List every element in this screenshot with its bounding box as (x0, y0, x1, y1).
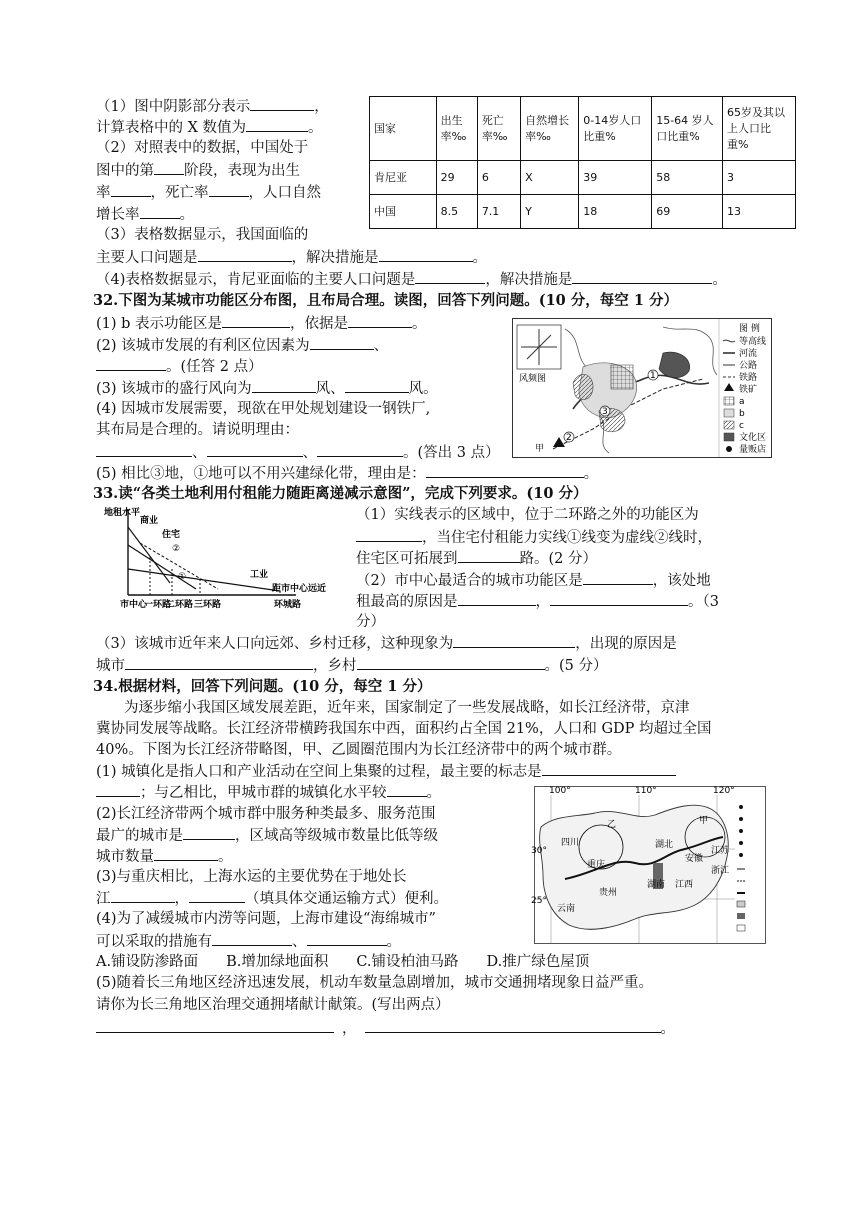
y-axis-label: 地租水平 (104, 508, 141, 518)
answer-blank[interactable] (365, 1018, 661, 1033)
legend-item: 公路 (739, 361, 758, 371)
q31-text: 增长率 (96, 207, 140, 223)
q33-line-2 (356, 527, 712, 548)
jia-label: 甲 (535, 444, 545, 454)
q33-line-6 (356, 612, 385, 632)
q31-line-6 (96, 204, 194, 225)
q34-line-2 (96, 782, 441, 803)
answer-blank[interactable] (426, 463, 584, 478)
legend-item: 量贩店 (739, 445, 767, 455)
q33-line-7 (96, 633, 677, 654)
q33-text: 住宅区可拓展到 (356, 551, 458, 567)
culture-zone-legend-icon (724, 433, 734, 441)
q32-text: (5) 相比③地，①地可以不用兴建绿化带，理由是： (96, 466, 426, 482)
table-header-cell: 15-64 岁人口比重% (652, 97, 723, 161)
legend-item: b (739, 409, 745, 419)
q33-text: ，当住宅付租能力实线①线变为虚线②线时， (422, 530, 712, 546)
zone-a (611, 365, 633, 389)
q33-line-5 (356, 591, 719, 612)
q31-text: 主要人口问题是 (96, 250, 198, 266)
q34-text: ，区域高等级城市数量比低等级 (235, 828, 438, 844)
lat-label: 30° (531, 846, 547, 856)
legend-item: 铁矿 (739, 385, 758, 395)
answer-blank[interactable] (387, 782, 427, 797)
table-cell: 18 (579, 195, 652, 229)
q31-text: ，解决措施是 (485, 272, 573, 288)
place-label: 浙江 (711, 866, 730, 876)
table-header-row (370, 97, 796, 161)
table-cell: 8.5 (436, 195, 477, 229)
legend-icon (739, 853, 743, 857)
answer-blank[interactable] (458, 548, 520, 563)
q33-line-4 (356, 570, 711, 591)
land-rent-chart (100, 505, 340, 627)
q34-text: 。 (218, 849, 233, 865)
city-function-map (512, 318, 772, 458)
q34-text: (1) 城镇化是指人口和产业活动在空间上集聚的过程，最主要的标志是 (96, 764, 542, 780)
q34-text: ， (342, 1021, 357, 1037)
place-label: 江苏 (711, 846, 730, 856)
q32-line-3 (96, 356, 263, 377)
iron-mine-icon (553, 437, 565, 447)
legend-title: 图 例 (739, 324, 760, 334)
q32-line-2 (96, 335, 388, 356)
q33-text: （2）市中心最适合的城市功能区是 (356, 573, 583, 589)
answer-blank[interactable] (583, 570, 653, 585)
industry-label: 工业 (250, 570, 269, 580)
q33-text: 。（3 (688, 594, 719, 610)
place-label: 重庆 (587, 860, 606, 870)
table-cell: 69 (652, 195, 723, 229)
iron-mine-legend-icon (724, 383, 734, 391)
answer-blank[interactable] (357, 655, 545, 670)
q31-text: ， (314, 99, 329, 115)
q34-text: 。 (386, 934, 401, 950)
q34-text: (5)随着长三角地区经济迅速发展，机动车数量急剧增加，城市交通拥堵现象日益严重。 (96, 975, 654, 991)
tick-label: 环城路 (274, 600, 302, 610)
q31-text: ，死亡率 (150, 185, 209, 201)
q33-text: ，出现的原因是 (575, 636, 677, 652)
table-header-cell: 死亡率‰ (477, 97, 520, 161)
table-header-cell: 出生率‰ (436, 97, 477, 161)
q33-text: 分） (356, 614, 385, 630)
q32-text: 风、 (315, 381, 345, 397)
q33-text: ，乡村 (313, 658, 357, 674)
option-d[interactable]: D.推广绿色屋顶 (486, 954, 590, 970)
q31-text: ，人口自然 (248, 185, 321, 201)
answer-blank[interactable] (310, 335, 374, 350)
q34-text: (4)为了减缓城市内涝等问题，上海市建设“海绵城市” (96, 911, 436, 927)
q33-text: ，该处地 (652, 573, 711, 589)
q34-line-6 (96, 867, 407, 887)
q31-line-2 (96, 117, 323, 138)
table-cell: 7.1 (477, 195, 520, 229)
legend-icon (739, 841, 743, 845)
q31-line-9 (96, 269, 727, 290)
q34-line-7 (96, 888, 448, 909)
place-label: 安徽 (685, 854, 704, 864)
legend-icon (739, 829, 743, 833)
q31-text: 计算表格中的 X 数值为 (96, 120, 247, 136)
q34-text: 、 (292, 934, 307, 950)
q34-line-8 (96, 909, 436, 929)
answer-blank[interactable] (453, 633, 575, 648)
q32-text: (3) 该城市的盛行风向为 (96, 381, 252, 397)
lon-label: 120° (713, 786, 735, 796)
site-1-label: 1 (650, 371, 656, 381)
table-cell: Y (521, 195, 579, 229)
zone-b-legend-icon (724, 409, 734, 417)
answer-blank[interactable] (154, 160, 184, 175)
q32-text: 。 (583, 466, 599, 482)
legend-item: 河流 (739, 349, 758, 359)
answer-blank[interactable] (317, 442, 403, 457)
residence-line-1 (128, 545, 196, 589)
q31-text: （4)表格数据显示，肯尼亚面临的主要人口问题是 (96, 272, 416, 288)
answer-blank[interactable] (458, 591, 536, 606)
q31-line-3 (96, 138, 308, 158)
place-label: 贵州 (599, 888, 618, 898)
q34-text: 。 (426, 785, 441, 801)
q33-line-3 (356, 548, 597, 569)
q33-text: （3）该城市近年来人口向远郊、乡村迁移，这种现象为 (96, 636, 454, 652)
yangtze-map-svg (531, 786, 765, 943)
q32-line-7 (96, 442, 500, 463)
answer-blank[interactable] (96, 442, 192, 457)
q33-text: 城市 (96, 658, 125, 674)
q33-text: 。(5 分） (544, 658, 608, 674)
q34-line-9 (96, 931, 401, 952)
option-c[interactable]: C.铺设柏油马路 (356, 954, 459, 970)
q31-text: （2）对照表中的数据，中国处于 (96, 140, 309, 156)
table-cell: 中国 (370, 195, 437, 229)
q32-text: 。(任答 2 点） (166, 359, 263, 375)
answer-blank[interactable] (222, 313, 290, 328)
q32-line-8 (96, 463, 598, 484)
legend-item: c (739, 421, 744, 431)
option-a[interactable]: A.铺设防渗路面 (96, 954, 199, 970)
commerce-label: 商业 (140, 516, 159, 526)
q32-text: 风。 (408, 381, 438, 397)
q34-text: (2)长江经济带两个城市群中服务种类最多、服务范围 (96, 806, 436, 822)
q34-para-3: 40%。下图为长江经济带略图，甲、乙圆圈范围内为长江经济带中的两个城市群。 (96, 742, 622, 758)
curve-1-label: ① (178, 572, 187, 582)
answer-blank[interactable] (572, 269, 712, 284)
yangtze-belt-map (531, 786, 766, 944)
jia-label: 甲 (699, 816, 709, 826)
q34-text: 请你为长三角地区治理交通拥堵献计献策。(写出两点） (96, 997, 450, 1013)
answer-blank[interactable] (250, 96, 314, 111)
q31-text: （1）图中阴影部分表示 (96, 99, 251, 115)
q34-text: ， (174, 891, 189, 907)
q34-text: ；与乙相比，甲城市群的城镇化水平较 (140, 785, 387, 801)
place-label: 江西 (675, 880, 694, 890)
q34-text: (3)与重庆相比，上海水运的主要优势在于地处长 (96, 869, 407, 885)
q32-text: (1) b 表示功能区是 (96, 316, 223, 332)
q31-text: 阶段，表现为出生 (184, 163, 300, 179)
lon-label: 100° (549, 786, 571, 796)
lat-label: 25° (531, 896, 547, 906)
q33-title: 33.读“各类土地利用付租能力随距离递减示意图”，完成下列要求。(10 分） (93, 485, 588, 502)
answer-blank[interactable] (209, 182, 249, 197)
q34-line-1 (96, 761, 676, 782)
table-cell: 29 (436, 161, 477, 195)
culture-zone (659, 352, 690, 377)
q32-text: 、 (373, 338, 389, 354)
q34-line-5 (96, 846, 233, 867)
q34-line-12 (96, 995, 450, 1015)
legend-item: 文化区 (739, 433, 767, 443)
wind-rose-label: 风频图 (519, 374, 547, 384)
answer-blank[interactable] (212, 931, 292, 946)
table-cell: 肯尼亚 (370, 161, 437, 195)
table-row (370, 195, 796, 229)
q32-text: ，依据是 (290, 316, 349, 332)
lon-label: 110° (635, 786, 657, 796)
q31-line-8 (96, 247, 487, 268)
answer-blank[interactable] (96, 356, 166, 371)
table-header-cell: 自然增长率‰ (521, 97, 579, 161)
q33-line-1 (356, 505, 699, 525)
answer-blank[interactable] (345, 378, 409, 393)
q31-line-1 (96, 96, 329, 117)
table-cell: 58 (652, 161, 723, 195)
q31-text: 。 (712, 272, 727, 288)
legend-icon (737, 913, 745, 919)
tick-label: 市中心 (120, 600, 148, 610)
table-cell: 13 (723, 195, 796, 229)
q31-line-4 (96, 160, 300, 181)
answer-blank[interactable] (348, 313, 412, 328)
legend-item: 铁路 (739, 373, 758, 383)
q32-line-1 (96, 313, 427, 334)
q34-text: （填具体交通运输方式）便利。 (245, 891, 448, 907)
answer-blank[interactable] (140, 204, 180, 219)
table-cell: 3 (723, 161, 796, 195)
place-label: 四川 (561, 838, 580, 848)
q32-text: (2) 该城市发展的有利区位因素为 (96, 338, 310, 354)
site-2-label: 2 (566, 433, 572, 443)
q31-text: 。 (472, 250, 487, 266)
contour-legend-icon (723, 340, 735, 342)
answer-blank[interactable] (307, 931, 387, 946)
table-cell: 39 (579, 161, 652, 195)
store-legend-icon (726, 446, 732, 452)
answer-blank[interactable] (207, 442, 303, 457)
q32-text: 其布局是合理的。请说明理由： (96, 422, 299, 438)
table-header-cell: 国家 (370, 97, 437, 161)
answer-blank[interactable] (154, 846, 218, 861)
answer-blank[interactable] (252, 378, 316, 393)
tick-label: 三环路 (194, 600, 222, 610)
q32-text: 、 (302, 445, 317, 461)
land-rent-svg (100, 505, 340, 627)
q34-text: 江 (96, 891, 111, 907)
q34-para-2: 冀协同发展等战略。长江经济带横跨我国东中西，面积约占全国 21%，人口和 GDP 均超过全国 (96, 721, 712, 737)
population-table (369, 96, 796, 229)
answer-blank[interactable] (415, 269, 485, 284)
q32-line-5 (96, 399, 430, 419)
curve-2-label: ② (172, 544, 181, 554)
city-map-svg (513, 319, 771, 457)
q31-line-5 (96, 182, 321, 203)
q34-text: 。 (660, 1021, 675, 1037)
q34-line-4 (96, 825, 438, 846)
place-label: 湖北 (655, 840, 674, 850)
q32-text: 、 (192, 445, 207, 461)
legend-item: 等高线 (739, 337, 767, 347)
table-cell: 6 (477, 161, 520, 195)
tick-label: 二环路 (166, 600, 194, 610)
legend-icon (739, 805, 743, 809)
q34-text: 最广的城市是 (96, 828, 183, 844)
answer-blank[interactable] (111, 888, 175, 903)
q33-line-8 (96, 655, 608, 676)
q31-text: ，解决措施是 (291, 250, 379, 266)
tick-label: 一环路 (144, 600, 172, 610)
option-b[interactable]: B.增加绿地面积 (226, 954, 329, 970)
table-row (370, 161, 796, 195)
q34-line-3 (96, 804, 436, 824)
q34-title: 34.根据材料，回答下列问题。(10 分，每空 1 分） (93, 678, 432, 695)
site-3-label: 3 (602, 407, 608, 417)
q33-text: ， (535, 594, 550, 610)
q31-text: （3）表格数据显示，我国面临的 (96, 227, 309, 243)
answer-blank[interactable] (379, 247, 473, 262)
answer-blank[interactable] (356, 527, 422, 542)
q32-text: (4) 因城市发展需要，现欲在甲处规划建设一钢铁厂, (96, 401, 431, 417)
answer-blank[interactable] (96, 1018, 334, 1033)
zone-a-legend-icon (724, 397, 734, 405)
x-axis-label: 距市中心远近 (272, 584, 327, 594)
q32-text: 。 (412, 316, 427, 332)
q34-text: 可以采取的措施有 (96, 934, 212, 950)
residence-label: 住宅 (162, 530, 181, 540)
answer-blank[interactable] (111, 182, 151, 197)
q34-para-1: 为逐步缩小我国区域发展差距，近年来，国家制定了一些发展战略，如长江经济带，京津 (124, 700, 690, 716)
legend-icon (737, 925, 745, 931)
answer-blank[interactable] (96, 782, 140, 797)
q31-text: 率 (96, 185, 111, 201)
zone-c (573, 374, 593, 399)
q31-text: 。 (179, 207, 194, 223)
q31-text: 图中的第 (96, 163, 154, 179)
place-label: 湖南 (647, 880, 666, 890)
answer-blank[interactable] (246, 117, 308, 132)
table-header-cell: 0-14岁人口比重% (579, 97, 652, 161)
legend-icon (739, 817, 743, 821)
zone-c-legend-icon (724, 421, 734, 429)
table-header-cell: 65岁及其以上人口比重% (723, 97, 796, 161)
q32-line-6 (96, 420, 299, 440)
yi-label: 乙 (607, 820, 617, 830)
answer-blank[interactable] (550, 591, 688, 606)
q34-line-11 (96, 973, 653, 993)
q34-options (96, 952, 589, 972)
q31-line-7 (96, 225, 308, 245)
answer-blank[interactable] (183, 825, 235, 840)
q34-line-13 (96, 1018, 675, 1039)
q33-text: 路。(2 分） (519, 551, 597, 567)
answer-blank[interactable] (198, 247, 292, 262)
q32-text: 。(答出 3 点） (403, 445, 500, 461)
place-label: 云南 (557, 904, 576, 914)
q31-text: 。 (308, 120, 323, 136)
legend-item: a (739, 397, 745, 407)
q33-text: 租最高的原因是 (356, 594, 458, 610)
answer-blank[interactable] (125, 655, 313, 670)
answer-blank[interactable] (542, 761, 676, 776)
answer-blank[interactable] (189, 888, 245, 903)
q34-text: 城市数量 (96, 849, 154, 865)
legend-icon (737, 901, 745, 907)
q32-title: 32.下图为某城市功能区分布图，且布局合理。读图，回答下列问题。(10 分，每空 1 分） (93, 292, 678, 309)
q32-line-4 (96, 378, 438, 399)
table-cell: X (521, 161, 579, 195)
q33-text: （1）实线表示的区域中，位于二环路之外的功能区为 (356, 507, 699, 523)
